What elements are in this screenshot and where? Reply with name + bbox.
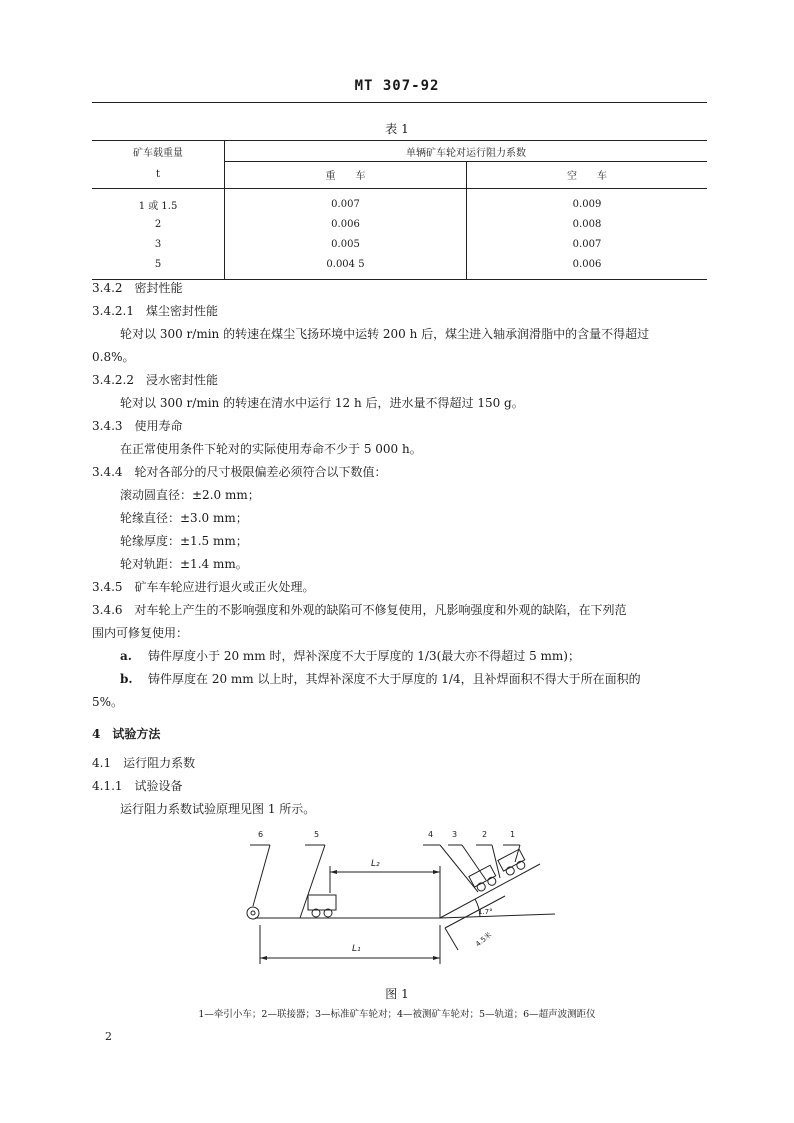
cell-empty: 0.007 bbox=[467, 235, 708, 255]
track-baseline bbox=[440, 914, 555, 918]
para-3-4-2-1-cont: 0.8%。 bbox=[92, 350, 135, 364]
table-caption: 表 1 bbox=[385, 122, 409, 136]
group-header: 单辆矿车轮对运行阻力系数 bbox=[225, 141, 708, 162]
test-car-body bbox=[308, 895, 336, 910]
item-a-text: 铸件厚度小于 20 mm 时，焊补深度不大于厚度的 1/3(最大亦不得超过 5 mm)； bbox=[148, 649, 580, 663]
section-4: 4 试验方法 bbox=[92, 727, 161, 741]
page-number: 2 bbox=[105, 1030, 112, 1043]
section-3-4-2-2: 3.4.2.2 浸水密封性能 bbox=[92, 373, 218, 387]
slope-dimension bbox=[445, 896, 505, 928]
cell-heavy: 0.006 bbox=[225, 215, 467, 235]
cell-empty: 0.009 bbox=[467, 188, 708, 215]
callout-6: 6 bbox=[258, 830, 264, 839]
section-4-1: 4.1 运行阻力系数 bbox=[92, 756, 196, 770]
tolerance-item: 轮缘直径：±3.0 mm； bbox=[120, 511, 248, 525]
callout-2: 2 bbox=[482, 830, 488, 839]
col-load-unit: t bbox=[92, 162, 225, 189]
para-4-1-1: 运行阻力系数试验原理见图 1 所示。 bbox=[120, 802, 316, 816]
item-b-text: 铸件厚度在 20 mm 以上时，其焊补深度不大于厚度的 1/4，且补焊面积不得大于所在面积的 bbox=[148, 672, 641, 686]
cell-heavy: 0.005 bbox=[225, 235, 467, 255]
standard-car-body bbox=[469, 865, 496, 887]
callout-4: 4 bbox=[428, 830, 434, 839]
wheel-icon bbox=[486, 876, 497, 887]
callout-3: 3 bbox=[452, 830, 458, 839]
figure-legend: 1—牵引小车；2—联接器；3—标准矿车轮对；4—被测矿车轮对；5—轨道；6—超声波测距仪 bbox=[198, 1009, 596, 1020]
dim-label-upper: L₂ bbox=[371, 859, 380, 869]
tolerance-item: 轮对轨距：±1.4 mm。 bbox=[120, 557, 248, 571]
cell-empty: 0.008 bbox=[467, 215, 708, 235]
callout-5: 5 bbox=[314, 830, 320, 839]
tow-car-body bbox=[498, 849, 525, 871]
section-3-4-2-1: 3.4.2.1 煤尘密封性能 bbox=[92, 304, 218, 318]
section-4-1-1: 4.1.1 试验设备 bbox=[92, 779, 183, 793]
section-3-4-6: 3.4.6 对车轮上产生的不影响强度和外观的缺陷可不修复使用，凡影响强度和外观的缺陷，在下列范 bbox=[92, 603, 627, 617]
angle-label: 1.7° bbox=[478, 908, 493, 916]
section-3-4-3: 3.4.3 使用寿命 bbox=[92, 419, 183, 433]
sub-empty-header: 空 车 bbox=[467, 162, 708, 189]
cell-heavy: 0.004 5 bbox=[225, 255, 467, 280]
section-3-4-5: 3.4.5 矿车车轮应进行退火或正火处理。 bbox=[92, 580, 315, 594]
callout-1: 1 bbox=[510, 830, 516, 839]
item-b-cont: 5%。 bbox=[92, 695, 124, 709]
section-3-4-6-cont: 围内可修复使用： bbox=[92, 626, 189, 640]
figure-caption: 图 1 bbox=[385, 987, 409, 1001]
cell-heavy: 0.007 bbox=[225, 188, 467, 215]
tolerance-item: 滚动圆直径：±2.0 mm； bbox=[120, 488, 260, 502]
wheel-icon bbox=[505, 866, 516, 877]
section-3-4-4: 3.4.4 轮对各部分的尺寸极限偏差必须符合以下数值： bbox=[92, 465, 387, 479]
para-3-4-2-1: 轮对以 300 r/min 的转速在煤尘飞扬环境中运转 200 h 后，煤尘进入轴承润滑脂中的含量不得超过 bbox=[120, 327, 650, 341]
tolerance-item: 轮缘厚度：±1.5 mm； bbox=[120, 534, 248, 548]
sub-heavy-header: 重 车 bbox=[225, 162, 467, 189]
cell-empty: 0.006 bbox=[467, 255, 708, 280]
doc-header-code: MT 307-92 bbox=[354, 78, 440, 94]
cell-load: 3 bbox=[154, 239, 162, 250]
item-a-label: a. bbox=[120, 649, 132, 663]
dim-label-lower: L₁ bbox=[352, 944, 361, 954]
ultrasonic-device-icon bbox=[247, 907, 259, 919]
para-3-4-3: 在正常使用条件下轮对的实际使用寿命不少于 5 000 h。 bbox=[120, 442, 422, 456]
cell-load: 2 bbox=[154, 219, 162, 230]
cell-load: 5 bbox=[92, 255, 225, 280]
col-load-header: 矿车载重量 bbox=[92, 141, 225, 162]
slope-length-label: 4.5米 bbox=[474, 930, 494, 949]
wheel-icon bbox=[515, 860, 526, 871]
cell-load: 1 或 1.5 bbox=[138, 201, 178, 212]
item-b-label: b. bbox=[120, 672, 133, 686]
section-3-4-2: 3.4.2 密封性能 bbox=[92, 281, 183, 295]
para-3-4-2-2: 轮对以 300 r/min 的转速在清水中运行 12 h 后，进水量不得超过 150 g。 bbox=[120, 396, 524, 410]
